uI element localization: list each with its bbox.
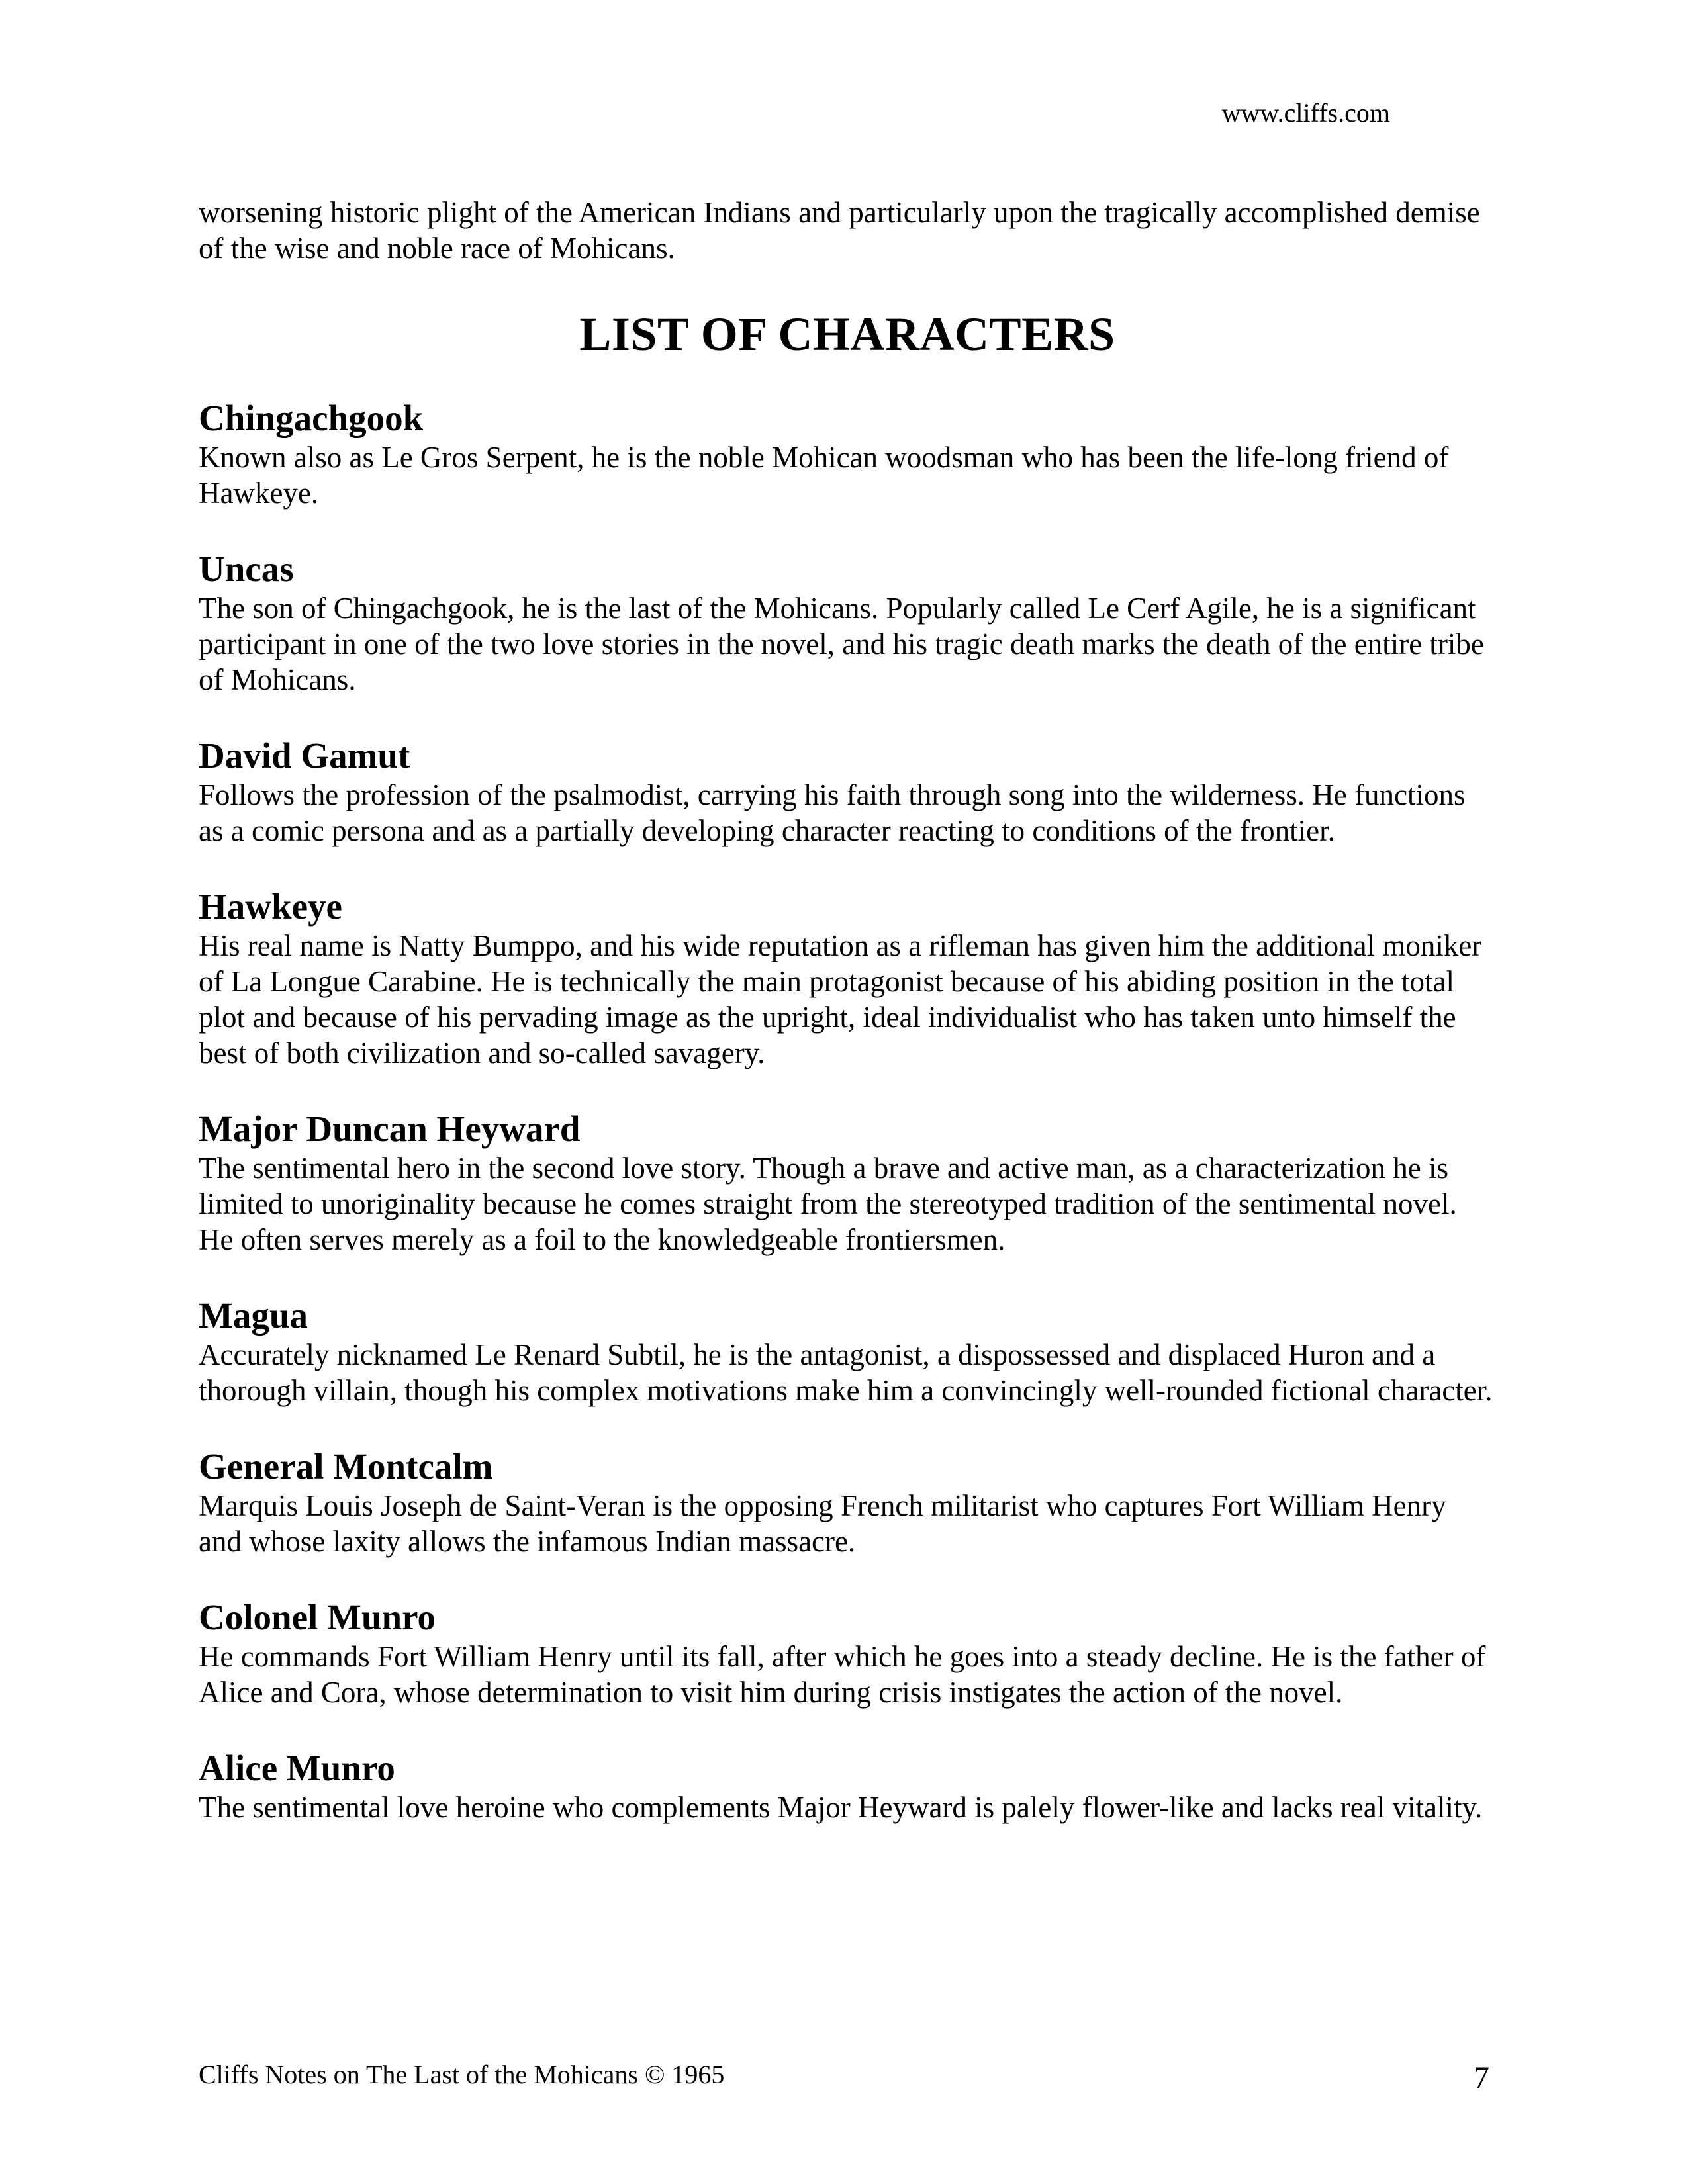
character-name: Magua <box>199 1295 308 1336</box>
intro-paragraph: worsening historic plight of the American Indians and particularly upon the tragically accomplished demise of the wise and noble race of Mohicans. <box>199 196 1480 265</box>
character-description: His real name is Natty Bumppo, and his wide reputation as a rifleman has given him the additional moniker of La Longue Carabine. He is technically the main protagonist because of his abiding position in the total plot and because of his pervading image as the upright, ideal individualist who has taken unto himself the best of both civilization and so-called savagery. <box>199 929 1482 1069</box>
character-description: He commands Fort William Henry until its fall, after which he goes into a steady decline. He is the father of Alice and Cora, whose determination to visit him during crisis instigates the action of the novel. <box>199 1640 1486 1709</box>
site-url[interactable]: www.cliffs.com <box>1221 98 1390 128</box>
character-entry-david-gamut <box>199 735 1496 848</box>
character-description: Accurately nicknamed Le Renard Subtil, he is the antagonist, a dispossessed and displaced Huron and a thorough villain, though his complex motivations make him a convincingly well-rounded fictional character. <box>199 1338 1493 1407</box>
character-entry-uncas <box>199 548 1496 698</box>
character-description: Known also as Le Gros Serpent, he is the noble Mohican woodsman who has been the life-long friend of Hawkeye. <box>199 441 1449 510</box>
character-description: The sentimental love heroine who complements Major Heyward is palely flower-like and lacks real vitality. <box>199 1791 1483 1824</box>
character-name: Uncas <box>199 549 294 589</box>
character-entry-hawkeye <box>199 886 1496 1071</box>
character-entry-magua <box>199 1295 1496 1408</box>
character-name: Colonel Munro <box>199 1597 436 1637</box>
character-description: The son of Chingachgook, he is the last of the Mohicans. Popularly called Le Cerf Agile, he is a significant participant in one of the two love stories in the novel, and his tragic death marks the death of the entire tribe of Mohicans. <box>199 592 1484 696</box>
character-name: David Gamut <box>199 735 410 776</box>
section-title: LIST OF CHARACTERS <box>579 308 1115 361</box>
character-description: Marquis Louis Joseph de Saint-Veran is the opposing French militarist who captures Fort William Henry and whose laxity allows the infamous Indian massacre. <box>199 1489 1446 1558</box>
character-description: Follows the profession of the psalmodist, carrying his faith through song into the wilderness. He functions as a comic persona and as a partially developing character reacting to conditions of the frontier. <box>199 778 1466 847</box>
character-name: General Montcalm <box>199 1446 493 1486</box>
character-description: The sentimental hero in the second love story. Though a brave and active man, as a characterization he is limited to unoriginality because he comes straight from the stereotyped tradition of the sentimental novel. He often serves merely as a foil to the knowledgeable frontiersmen. <box>199 1152 1457 1256</box>
character-entry-alice-munro <box>199 1747 1496 1825</box>
page-number: 7 <box>1474 2060 1489 2095</box>
character-entry-general-montcalm <box>199 1445 1496 1559</box>
character-name: Alice Munro <box>199 1748 395 1788</box>
character-name: Hawkeye <box>199 886 342 927</box>
footer-title: Cliffs Notes on The Last of the Mohicans © 1965 <box>199 2060 725 2089</box>
page-content <box>199 195 1496 1862</box>
character-entry-major-duncan-heyward <box>199 1108 1496 1257</box>
character-name: Major Duncan Heyward <box>199 1109 581 1149</box>
character-entry-colonel-munro <box>199 1596 1496 1710</box>
character-name: Chingachgook <box>199 398 424 438</box>
character-entry-chingachgook <box>199 397 1496 511</box>
